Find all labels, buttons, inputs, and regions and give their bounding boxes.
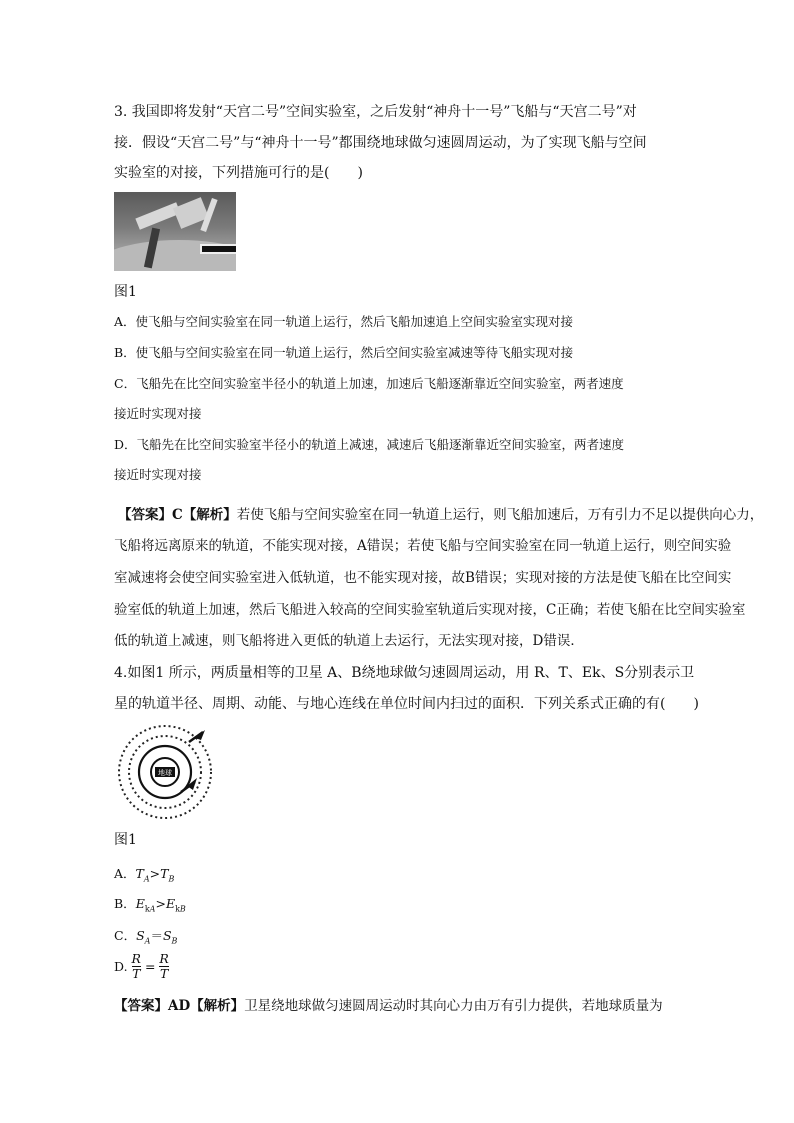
q3-stem-line-2: 接．假设“天宫二号”与“神舟十一号”都围绕地球做匀速圆周运动，为了实现飞船与空间 bbox=[114, 135, 647, 151]
q3-option-d-cont: 接近时实现对接 bbox=[114, 467, 202, 482]
q4-answer-text: 卫星绕地球做匀速圆周运动时其向心力由万有引力提供，若地球质量为 bbox=[244, 998, 663, 1014]
orbit-diagram bbox=[117, 720, 221, 820]
space-station-photo bbox=[114, 192, 236, 271]
q3-option-a: A．使飞船与空间实验室在同一轨道上运行，然后飞船加速追上空间实验室实现对接 bbox=[114, 314, 574, 329]
q4-option-b: B．$E_{kA}>E_{kB}$ bbox=[114, 896, 186, 914]
q3-answer-text: 若使飞船与空间实验室在同一轨道上运行，则飞船加速后，万有引力不足以提供向心力， bbox=[236, 507, 764, 523]
q3-stem-line-3: 实验室的对接，下列措施可行的是( ) bbox=[114, 165, 363, 181]
q4-figure-caption: 图1 bbox=[114, 832, 137, 848]
q4-option-c: C．$S_A=S_B$ bbox=[114, 928, 178, 946]
q3-option-c-cont: 接近时实现对接 bbox=[114, 406, 202, 421]
q3-answer-label: 【答案】C【解析】 bbox=[118, 507, 237, 523]
q3-answer-line-5: 低的轨道上减速，则飞船将进入更低的轨道上去运行，无法实现对接，D错误． bbox=[114, 633, 584, 649]
q3-stem-line-1: 3. 我国即将发射“天宫二号”空间实验室，之后发射“神舟十一号”飞船与“天宫二号”对 bbox=[114, 104, 637, 120]
q4-option-d: D. $\frac{R}{T}$ = $\frac{R}{T}$ bbox=[114, 951, 169, 981]
q3-option-d: D．飞船先在比空间实验室半径小的轨道上减速，减速后飞船逐渐靠近空间实验室，两者速度 bbox=[114, 437, 625, 452]
q4-stem-line-1: 4.如图1 所示，两质量相等的卫星 A、B绕地球做匀速圆周运动，用 R、T、Ek、S分别表示卫 bbox=[114, 665, 695, 681]
q3-figure-caption: 图1 bbox=[114, 284, 137, 300]
q4-answer-line-1 bbox=[114, 996, 663, 1016]
q4-stem-line-2: 星的轨道半径、周期、动能、与地心连线在单位时间内扫过的面积．下列关系式正确的有( ) bbox=[114, 696, 699, 712]
q3-option-c: C．飞船先在比空间实验室半径小的轨道上加速，加速后飞船逐渐靠近空间实验室，两者速度 bbox=[114, 376, 624, 391]
q3-answer-line-2: 飞船将远离原来的轨道，不能实现对接，A错误；若使飞船与空间实验室在同一轨道上运行，则空间实验 bbox=[114, 538, 732, 554]
q3-answer-line-1 bbox=[118, 505, 763, 525]
q4-answer-label: 【答案】AD【解析】 bbox=[114, 998, 245, 1014]
q3-answer-line-4: 验室低的轨道上加速，然后飞船进入较高的空间实验室轨道后实现对接，C正确；若使飞船在比空间实验室 bbox=[114, 602, 746, 618]
q3-answer-line-3: 室减速将会使空间实验室进入低轨道，也不能实现对接，故B错误；实现对接的方法是使飞船在比空间实 bbox=[114, 570, 732, 586]
q3-option-b: B．使飞船与空间实验室在同一轨道上运行，然后空间实验室减速等待飞船实现对接 bbox=[114, 345, 574, 360]
earth-label: 地球 bbox=[158, 769, 172, 777]
q4-option-a: A．$T_A>T_B$ bbox=[114, 866, 175, 884]
